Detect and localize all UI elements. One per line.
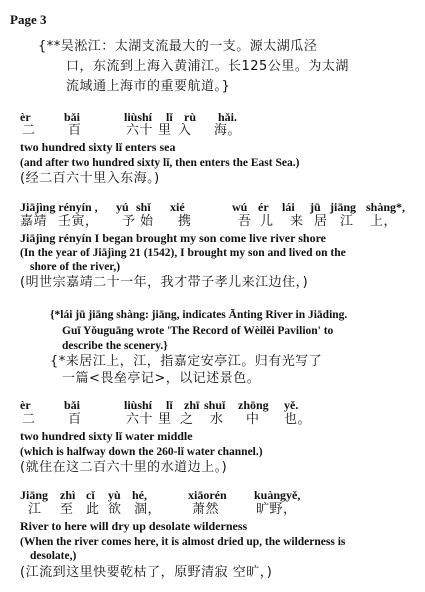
chinese-word: 百	[68, 123, 82, 138]
chinese-word: 里	[158, 123, 172, 138]
chinese-word: 萧然	[192, 502, 220, 517]
chinese-word: 儿	[260, 214, 274, 229]
pinyin-word: lái	[282, 200, 295, 214]
chinese-word: 水	[210, 412, 224, 427]
pinyin-word: lǐ	[166, 398, 173, 412]
chinese-word: 涸，	[134, 502, 162, 517]
pinyin-word: wú	[232, 200, 248, 214]
pinyin-word: èr	[20, 110, 31, 124]
pinyin-word: yě.	[284, 398, 299, 412]
chinese-word: 始	[140, 214, 154, 229]
chinese-word: 也。	[284, 412, 312, 427]
english-gloss: two hundred sixty lǐ enters sea	[20, 140, 176, 154]
chinese-word: 入	[178, 123, 192, 138]
english-gloss: River to here will dry up desolate wilderness	[20, 519, 248, 533]
chinese-word: 江	[340, 214, 354, 229]
chinese-word: 吾	[238, 214, 252, 229]
note-line: 口，东流到上海入黄浦江。长125公里。为太湖	[66, 59, 349, 74]
chinese-word: 予	[122, 214, 136, 229]
page-label: Page 3	[10, 12, 47, 27]
pinyin-word: zhī	[184, 398, 200, 412]
pinyin-word: hé,	[132, 488, 147, 502]
english-gloss: Jiājìng rényín I began brought my son come live river shore	[20, 231, 326, 245]
modern-chinese: (明世宗嘉靖二十一年，我才带子孝儿来江边住，)	[20, 275, 309, 290]
chinese-word: 至	[60, 502, 74, 517]
english-translation: desolate,)	[30, 550, 77, 562]
chinese-word: 来	[290, 214, 304, 229]
english-translation: (When the river comes here, it is almost dried up, the wilderness is	[20, 536, 346, 548]
chinese-word: 里	[158, 412, 172, 427]
pinyin-word: bǎi	[64, 398, 81, 412]
chinese-word: 此	[86, 502, 100, 517]
pinyin-word: jiāng	[330, 200, 357, 214]
note-line: {*来居江上，江，指嘉定安亭江。归有光写了	[50, 354, 323, 369]
pinyin-word: xié	[170, 200, 185, 214]
pinyin-word: ér	[258, 200, 269, 214]
pinyin-word: Jiājìng rényín ,	[20, 200, 98, 214]
pinyin-word: zhì	[60, 488, 76, 502]
pinyin-word: cǐ	[86, 488, 95, 502]
pinyin-word: shàng*,	[366, 200, 406, 214]
note-line: Guī Yǒuguāng wrote 'The Record of Wèilěi Pavilion' to	[62, 325, 334, 337]
chinese-word: 百	[68, 412, 82, 427]
pinyin-word: liùshí	[124, 110, 153, 124]
pinyin-word: èr	[20, 398, 31, 412]
pinyin-word: bǎi	[64, 110, 81, 124]
chinese-word: 嘉靖	[20, 214, 48, 229]
english-translation: (and after two hundred sixty lǐ, then enters the East Sea.)	[20, 157, 300, 169]
chinese-word: 海。	[214, 123, 242, 138]
chinese-word: 壬寅，	[58, 214, 99, 229]
pinyin-word: shuǐ	[204, 398, 226, 412]
note-line: {**吴淞江：太湖支流最大的一支。源太湖瓜泾	[38, 39, 318, 54]
english-translation: (In the year of Jiājìng 21 (1542), I brought my son and lived on the	[20, 247, 346, 259]
chinese-word: 江	[28, 502, 42, 517]
chinese-word: 二	[22, 412, 36, 427]
chinese-word: 六十	[126, 123, 154, 138]
pinyin-word: jū	[310, 200, 321, 214]
pinyin-word: shǐ	[136, 200, 151, 214]
pinyin-word: hǎi.	[218, 110, 238, 124]
modern-chinese: (经二百六十里入东海。)	[20, 171, 160, 186]
modern-chinese: (江流到这里快要乾枯了，原野清寂 空旷，)	[20, 565, 273, 580]
chinese-word: 欲	[108, 502, 122, 517]
chinese-word: 携	[178, 214, 192, 229]
english-translation: (which is halfway down the 260-lǐ water channel.)	[20, 446, 263, 458]
pinyin-word: liùshí	[124, 398, 153, 412]
note-line: describe the scenery.}	[62, 340, 168, 352]
note-line: 流域通上海市的重要航道。}	[66, 79, 231, 94]
chinese-word: 上，	[370, 214, 398, 229]
note-line: 一篇<畏垒亭记>，以记述景色。	[62, 371, 261, 386]
chinese-word: 二	[22, 123, 36, 138]
chinese-word: 居	[314, 214, 328, 229]
pinyin-word: rù	[184, 110, 196, 124]
modern-chinese: (就住在这二百六十里的水道边上。)	[20, 460, 228, 475]
english-gloss: two hundred sixty lǐ water middle	[20, 429, 193, 443]
chinese-word: 六十	[126, 412, 154, 427]
chinese-word: 旷野，	[256, 502, 297, 517]
chinese-word: 中	[246, 412, 260, 427]
pinyin-word: lǐ	[166, 110, 173, 124]
chinese-word: 之	[180, 412, 194, 427]
pinyin-word: xiāorén	[188, 488, 227, 502]
pinyin-word: yù	[108, 488, 121, 502]
pinyin-word: Jiāng	[20, 488, 49, 502]
pinyin-word: yú	[116, 200, 129, 214]
note-line: {*lái jū jiāng shàng: jiāng, indicates Ānting River in Jiāding.	[50, 309, 348, 321]
pinyin-word: kuàngyě,	[254, 488, 301, 502]
english-translation: shore of the river,)	[30, 261, 121, 273]
pinyin-word: zhōng	[238, 398, 269, 412]
